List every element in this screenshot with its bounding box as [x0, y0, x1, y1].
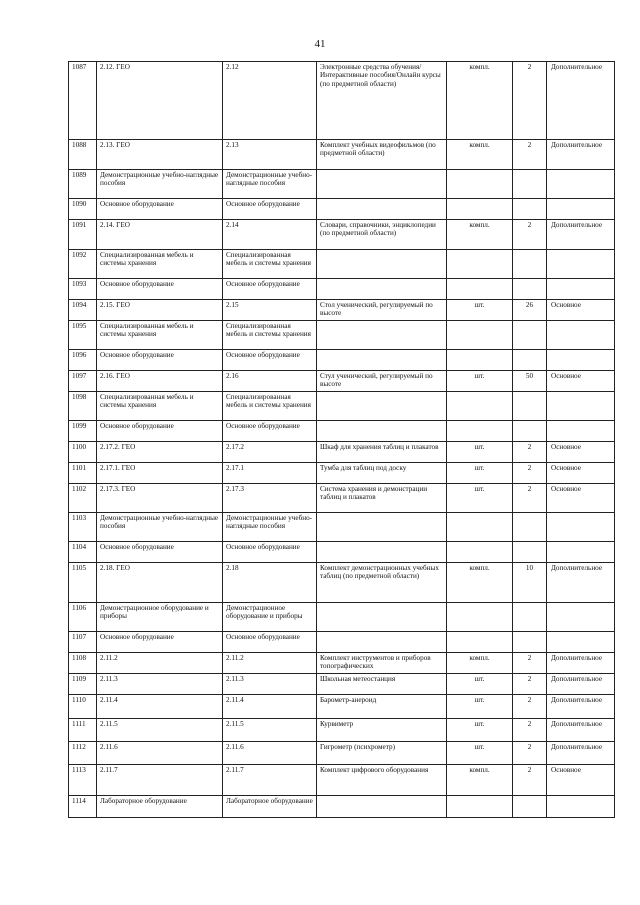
row-unit: шт. [447, 442, 513, 463]
row-number: 1088 [69, 140, 97, 170]
row-section: Демонстрационные учебно-наглядные пособия [223, 513, 317, 542]
row-section: 2.18 [223, 563, 317, 603]
row-type [547, 421, 615, 442]
row-number: 1097 [69, 371, 97, 392]
row-code: Основное оборудование [97, 542, 223, 563]
row-quantity [513, 279, 547, 300]
row-code: 2.16. ГЕО [97, 371, 223, 392]
row-number: 1100 [69, 442, 97, 463]
row-code: Основное оборудование [97, 279, 223, 300]
row-name: Комплект учебных видеофильмов (по предметной области) [317, 140, 447, 170]
table-row [69, 674, 615, 695]
row-name: Гигрометр (психрометр) [317, 742, 447, 765]
row-code: Основное оборудование [97, 632, 223, 653]
row-code: 2.18. ГЕО [97, 563, 223, 603]
row-number: 1114 [69, 796, 97, 818]
row-unit: шт. [447, 674, 513, 695]
row-number: 1106 [69, 603, 97, 632]
row-unit [447, 632, 513, 653]
row-section: Специализированная мебель и системы хранения [223, 321, 317, 350]
row-section: 2.17.2 [223, 442, 317, 463]
table-row [69, 463, 615, 484]
row-quantity [513, 350, 547, 371]
row-code: Основное оборудование [97, 199, 223, 220]
table-row [69, 199, 615, 220]
row-quantity [513, 199, 547, 220]
row-unit [447, 321, 513, 350]
row-type: Дополнительное [547, 220, 615, 250]
row-number: 1104 [69, 542, 97, 563]
row-section: 2.11.5 [223, 719, 317, 742]
row-type [547, 170, 615, 199]
row-quantity [513, 392, 547, 421]
row-code: Основное оборудование [97, 421, 223, 442]
row-section: 2.11.7 [223, 765, 317, 796]
table-row [69, 632, 615, 653]
row-section: Специализированная мебель и системы хранения [223, 392, 317, 421]
row-type [547, 199, 615, 220]
row-type [547, 321, 615, 350]
row-number: 1098 [69, 392, 97, 421]
row-quantity: 2 [513, 695, 547, 719]
table-row [69, 220, 615, 250]
row-quantity: 2 [513, 484, 547, 513]
row-name: Стол ученический, регулируемый по высоте [317, 300, 447, 321]
row-number: 1091 [69, 220, 97, 250]
row-name: Комплект инструментов и приборов топографических [317, 653, 447, 674]
row-section: Основное оборудование [223, 421, 317, 442]
table-row [69, 442, 615, 463]
row-quantity [513, 542, 547, 563]
row-type: Основное [547, 371, 615, 392]
row-type [547, 796, 615, 818]
row-quantity: 2 [513, 442, 547, 463]
row-type: Дополнительное [547, 140, 615, 170]
row-section: 2.11.6 [223, 742, 317, 765]
row-quantity: 2 [513, 220, 547, 250]
row-quantity [513, 796, 547, 818]
row-section: Основное оборудование [223, 350, 317, 371]
row-code: 2.14. ГЕО [97, 220, 223, 250]
row-type: Дополнительное [547, 742, 615, 765]
row-quantity: 2 [513, 674, 547, 695]
table-row [69, 350, 615, 371]
row-code: Лабораторное оборудование [97, 796, 223, 818]
row-quantity [513, 250, 547, 279]
row-name: Тумба для таблиц под доску [317, 463, 447, 484]
row-name [317, 350, 447, 371]
row-type: Дополнительное [547, 563, 615, 603]
row-code: Специализированная мебель и системы хранения [97, 392, 223, 421]
row-name: Стул ученический, регулируемый по высоте [317, 371, 447, 392]
row-number: 1108 [69, 653, 97, 674]
row-section: 2.17.1 [223, 463, 317, 484]
table-row [69, 371, 615, 392]
row-type: Дополнительное [547, 62, 615, 140]
row-type [547, 350, 615, 371]
row-type: Дополнительное [547, 653, 615, 674]
row-unit: шт. [447, 695, 513, 719]
row-unit: шт. [447, 371, 513, 392]
row-section: Основное оборудование [223, 199, 317, 220]
row-type: Основное [547, 484, 615, 513]
row-number: 1107 [69, 632, 97, 653]
row-name [317, 421, 447, 442]
row-unit [447, 170, 513, 199]
table-row [69, 250, 615, 279]
row-name: Комплект демонстрационных учебных таблиц (по предметной области) [317, 563, 447, 603]
row-name [317, 250, 447, 279]
table-row [69, 603, 615, 632]
table-row [69, 765, 615, 796]
row-number: 1089 [69, 170, 97, 199]
row-type: Основное [547, 765, 615, 796]
table-row [69, 421, 615, 442]
table-row [69, 321, 615, 350]
row-quantity: 50 [513, 371, 547, 392]
row-name [317, 279, 447, 300]
row-name [317, 199, 447, 220]
row-unit: шт. [447, 463, 513, 484]
row-number: 1105 [69, 563, 97, 603]
table-row [69, 513, 615, 542]
row-code: Специализированная мебель и системы хранения [97, 250, 223, 279]
row-number: 1099 [69, 421, 97, 442]
table-row [69, 563, 615, 603]
table-row [69, 300, 615, 321]
page-number: 41 [314, 38, 326, 50]
row-section: 2.14 [223, 220, 317, 250]
row-unit: шт. [447, 300, 513, 321]
row-code: 2.11.6 [97, 742, 223, 765]
row-name [317, 542, 447, 563]
row-name [317, 392, 447, 421]
row-code: 2.12. ГЕО [97, 62, 223, 140]
row-type [547, 513, 615, 542]
row-section: Лабораторное оборудование [223, 796, 317, 818]
row-section: 2.12 [223, 62, 317, 140]
row-name [317, 603, 447, 632]
row-quantity [513, 421, 547, 442]
row-number: 1090 [69, 199, 97, 220]
row-code: 2.11.2 [97, 653, 223, 674]
row-section: 2.13 [223, 140, 317, 170]
row-code: 2.11.5 [97, 719, 223, 742]
row-unit: компл. [447, 563, 513, 603]
row-code: 2.11.4 [97, 695, 223, 719]
row-section: Демонстрационные учебно-наглядные пособия [223, 170, 317, 199]
row-number: 1111 [69, 719, 97, 742]
row-number: 1109 [69, 674, 97, 695]
row-quantity: 2 [513, 742, 547, 765]
row-quantity [513, 603, 547, 632]
table-row [69, 695, 615, 719]
table-row [69, 392, 615, 421]
row-code: 2.17.1. ГЕО [97, 463, 223, 484]
row-code: 2.13. ГЕО [97, 140, 223, 170]
row-name [317, 796, 447, 818]
row-type: Основное [547, 442, 615, 463]
row-quantity: 26 [513, 300, 547, 321]
row-name: Барометр-анероид [317, 695, 447, 719]
row-quantity: 2 [513, 653, 547, 674]
row-name [317, 170, 447, 199]
row-code: Специализированная мебель и системы хранения [97, 321, 223, 350]
table-row [69, 742, 615, 765]
table-row [69, 484, 615, 513]
row-type: Основное [547, 300, 615, 321]
row-section: 2.17.3 [223, 484, 317, 513]
row-section: 2.16 [223, 371, 317, 392]
row-unit [447, 279, 513, 300]
row-name [317, 632, 447, 653]
row-number: 1087 [69, 62, 97, 140]
row-unit [447, 513, 513, 542]
row-quantity [513, 632, 547, 653]
row-name [317, 321, 447, 350]
table-row [69, 653, 615, 674]
row-quantity [513, 321, 547, 350]
row-quantity: 2 [513, 140, 547, 170]
row-unit [447, 421, 513, 442]
table-row [69, 279, 615, 300]
row-unit [447, 603, 513, 632]
row-number: 1092 [69, 250, 97, 279]
row-type: Основное [547, 463, 615, 484]
row-number: 1112 [69, 742, 97, 765]
row-unit [447, 542, 513, 563]
row-code: Демонстрационные учебно-наглядные пособия [97, 170, 223, 199]
row-code: 2.17.2. ГЕО [97, 442, 223, 463]
row-section: 2.11.4 [223, 695, 317, 719]
row-section: 2.15 [223, 300, 317, 321]
row-quantity [513, 513, 547, 542]
row-type [547, 603, 615, 632]
row-section: 2.11.2 [223, 653, 317, 674]
row-unit [447, 250, 513, 279]
table-row [69, 796, 615, 818]
row-section: Демонстрационное оборудование и приборы [223, 603, 317, 632]
row-quantity: 2 [513, 463, 547, 484]
row-number: 1093 [69, 279, 97, 300]
table-row [69, 542, 615, 563]
row-type: Дополнительное [547, 674, 615, 695]
row-code: Демонстрационные учебно-наглядные пособия [97, 513, 223, 542]
row-name: Словари, справочники, энциклопедии (по предметной области) [317, 220, 447, 250]
equipment-table-body [69, 62, 615, 818]
table-row [69, 140, 615, 170]
row-unit [447, 199, 513, 220]
row-unit: компл. [447, 765, 513, 796]
row-type: Дополнительное [547, 695, 615, 719]
equipment-table [68, 61, 615, 818]
row-unit: шт. [447, 742, 513, 765]
row-section: Специализированная мебель и системы хранения [223, 250, 317, 279]
row-name: Курвиметр [317, 719, 447, 742]
table-row [69, 62, 615, 140]
row-section: Основное оборудование [223, 542, 317, 563]
row-number: 1094 [69, 300, 97, 321]
row-type [547, 279, 615, 300]
row-code: 2.11.3 [97, 674, 223, 695]
row-code: 2.15. ГЕО [97, 300, 223, 321]
table-row [69, 170, 615, 199]
row-unit: компл. [447, 653, 513, 674]
row-type [547, 392, 615, 421]
row-code: Основное оборудование [97, 350, 223, 371]
row-name: Школьная метеостанция [317, 674, 447, 695]
row-name [317, 513, 447, 542]
row-section: Основное оборудование [223, 632, 317, 653]
row-name: Комплект цифрового оборудования [317, 765, 447, 796]
row-number: 1101 [69, 463, 97, 484]
row-section: 2.11.3 [223, 674, 317, 695]
row-quantity: 2 [513, 719, 547, 742]
row-code: Демонстрационное оборудование и приборы [97, 603, 223, 632]
row-type: Дополнительное [547, 719, 615, 742]
row-number: 1102 [69, 484, 97, 513]
row-type [547, 250, 615, 279]
row-unit: компл. [447, 62, 513, 140]
row-section: Основное оборудование [223, 279, 317, 300]
row-quantity: 10 [513, 563, 547, 603]
row-quantity: 2 [513, 62, 547, 140]
row-number: 1095 [69, 321, 97, 350]
row-code: 2.11.7 [97, 765, 223, 796]
row-unit: шт. [447, 484, 513, 513]
row-unit: компл. [447, 220, 513, 250]
row-name: Шкаф для хранения таблиц и плакатов [317, 442, 447, 463]
table-row [69, 719, 615, 742]
row-number: 1113 [69, 765, 97, 796]
row-unit [447, 350, 513, 371]
row-type [547, 542, 615, 563]
row-number: 1110 [69, 695, 97, 719]
row-name: Электронные средства обучения/Интерактивные пособия/Онлайн курсы (по предметной области) [317, 62, 447, 140]
row-name: Система хранения и демонстрации таблиц и плакатов [317, 484, 447, 513]
row-quantity [513, 170, 547, 199]
row-number: 1096 [69, 350, 97, 371]
row-unit [447, 392, 513, 421]
row-number: 1103 [69, 513, 97, 542]
row-quantity: 2 [513, 765, 547, 796]
row-unit: шт. [447, 719, 513, 742]
row-code: 2.17.3. ГЕО [97, 484, 223, 513]
row-type [547, 632, 615, 653]
row-unit [447, 796, 513, 818]
row-unit: компл. [447, 140, 513, 170]
